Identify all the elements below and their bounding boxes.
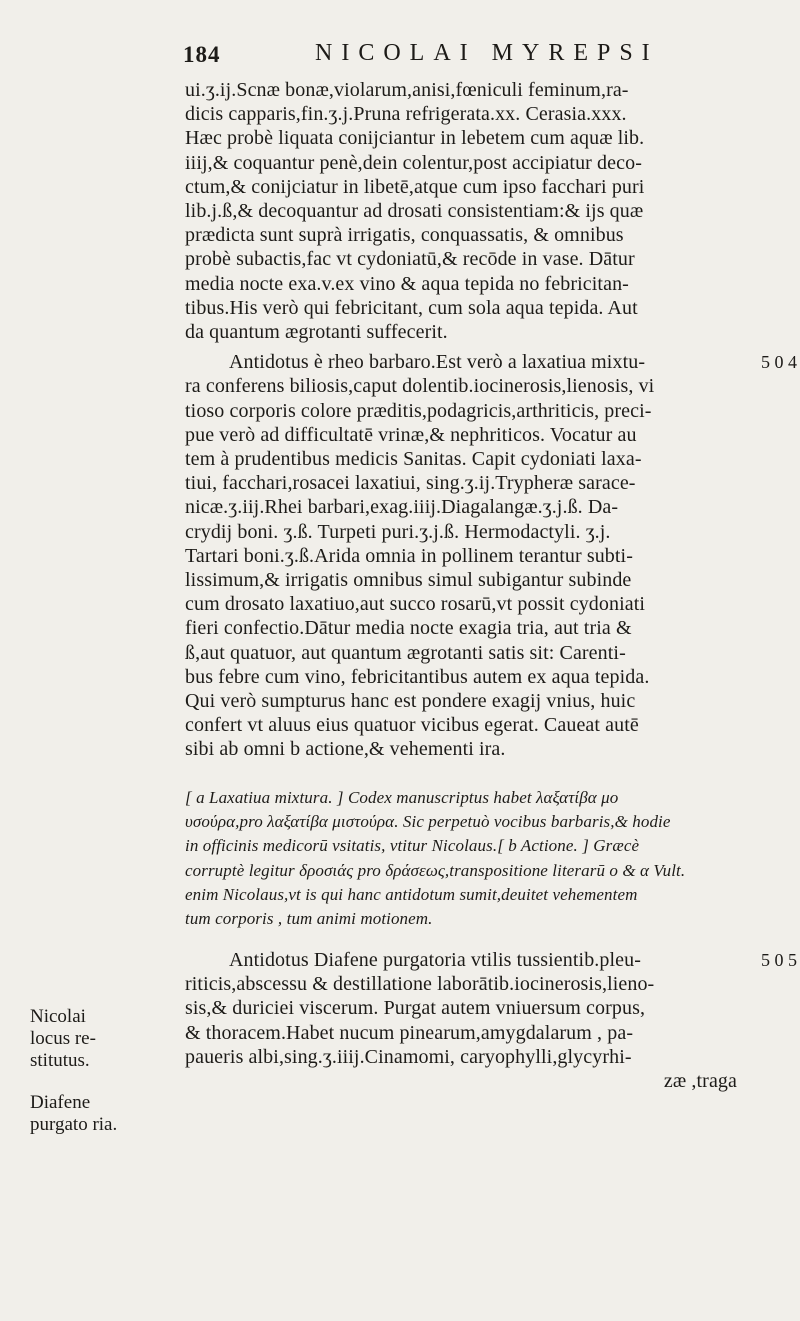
text-line: riticis,abscessu & destillatione laborātib.iocinerosis,lieno- <box>185 973 655 996</box>
text-line: & thoracem.Habet nucum pinearum,amygdalarum , pa- <box>185 1021 634 1044</box>
text-line: Antidotus Diafene purgatoria vtilis tussientib.pleu- <box>229 949 641 971</box>
footnote-line: enim Nicolaus,vt is qui hanc antidotum sumit,deuitet vehementem <box>185 884 638 904</box>
margin-note-nicolai: Nicolai locus re-stitutus. <box>30 1006 96 1071</box>
text-line: lib.j.ß,& decoquantur ad drosati consistentiam:& ijs quæ <box>185 200 644 223</box>
antidotus-diafene-paragraph <box>185 948 797 1093</box>
text-line: Hæc probè liquata conijciantur in lebetem cum aquæ lib. <box>185 127 645 150</box>
text-line: Antidotus è rheo barbaro.Est verò a laxatiua mixtu- <box>229 351 646 374</box>
text-line: tibus.His verò qui febricitant, cum sola aqua tepida. Aut <box>185 296 638 319</box>
text-line: ctum,& conijciatur in libetē,atque cum ipso facchari puri <box>185 175 645 198</box>
text-line: prædicta sunt suprà irrigatis, conquassatis, & omnibus <box>185 224 624 247</box>
footnote-line: υσούρα,pro λαξατίβα μιστούρα. Sic perpetuò vocibus barbaris,& hodie <box>185 812 671 832</box>
text-line: Qui verò sumpturus hanc est pondere exagij vnius, huic <box>185 690 636 713</box>
text-line: ra conferens biliosis,caput dolentib.iocinerosis,lienosis, vi <box>185 375 655 398</box>
text-line: nicæ.ʒ.iij.Rhei barbari,exag.iiij.Diagalangæ.ʒ.j.ß. Da- <box>185 496 619 519</box>
running-head <box>183 36 703 76</box>
text-line: cum drosato laxatiuo,aut succo rosarū,vt possit cydoniati <box>185 593 646 616</box>
text-line: sibi ab omni b actione,& vehementi ira. <box>185 738 506 761</box>
text-line: ui.ʒ.ij.Scnæ bonæ,violarum,anisi,fœniculi feminum,ra- <box>185 79 629 101</box>
text-line: pue verò ad difficultatē vrinæ,& nephriticos. Vocatur au <box>185 423 637 446</box>
text-line: Tartari boni.ʒ.ß.Arida omnia in pollinem terantur subti- <box>185 544 633 567</box>
footnote-block <box>185 786 785 931</box>
text-line: tiui, facchari,rosacei laxatiui, sing.ʒ.ij.Trypheræ sarace- <box>185 472 636 495</box>
text-line: probè subactis,fac vt cydoniatū,& recōde in vase. Dātur <box>185 248 635 271</box>
page-number: 184 <box>183 42 221 67</box>
text-line: lissimum,& irrigatis omnibus simul subigantur subinde <box>185 569 632 592</box>
text-line: da quantum ægrotanti suffecerit. <box>185 321 448 344</box>
text-line: fieri confectio.Dātur media nocte exagia tria, aut tria & <box>185 617 632 640</box>
text-line: tioso corporis colore præditis,podagricis,arthriticis, preci- <box>185 399 652 422</box>
footnote-line: [ a Laxatiua mixtura. ] Codex manuscriptus habet λαξατίβα μο <box>185 788 619 807</box>
text-line: crydij boni. ʒ.ß. Turpeti puri.ʒ.j.ß. Hermodactyli. ʒ.j. <box>185 520 611 543</box>
margin-reference-number: 5 0 4 <box>761 352 797 373</box>
main-text <box>185 78 797 762</box>
text-line: ß,aut quatuor, aut quantum ægrotanti satis sit: Carenti- <box>185 641 626 664</box>
text-line: media nocte exa.v.ex vino & aqua tepida no febricitan- <box>185 272 629 295</box>
footnote-line: tum corporis , tum animi motionem. <box>185 909 433 929</box>
antidotus-rheo-paragraph <box>185 350 797 761</box>
text-line: paueris albi,sing.ʒ.iiij.Cinamomi, caryophylli,glycyrhi- <box>185 1045 632 1068</box>
text-line: confert vt aluus eius quatuor vicibus egerat. Caueat autē <box>185 714 639 737</box>
text-line: bus febre cum vino, febricitantibus autem ex aqua tepida. <box>185 665 650 688</box>
text-line: dicis capparis,fin.ʒ.j.Pruna refrigerata.xx. Cerasia.xxx. <box>185 103 627 126</box>
author-heading: NICOLAI MYREPSI <box>315 40 659 66</box>
text-line: zæ ,traga <box>663 1070 737 1093</box>
margin-reference-number: 5 0 5 <box>761 950 797 970</box>
footnote-line: corruptè legitur δροσιάς pro δράσεως,transpositione literarū ο & α Vult. <box>185 860 686 880</box>
text-line: iiij,& coquantur penè,dein colentur,post accipiatur deco- <box>185 151 642 174</box>
footnote-line: in officinis medicorū vsitatis, vtitur Nicolaus.[ b Actione. ] Græcè <box>185 836 640 856</box>
text-line: sis,& duriciei viscerum. Purgat autem vniuersum corpus, <box>185 997 646 1020</box>
margin-note-diafene: Diafene purgato ria. <box>30 1092 118 1135</box>
text-line: tem à prudentibus medicis Sanitas. Capit cydoniati laxa- <box>185 448 642 471</box>
